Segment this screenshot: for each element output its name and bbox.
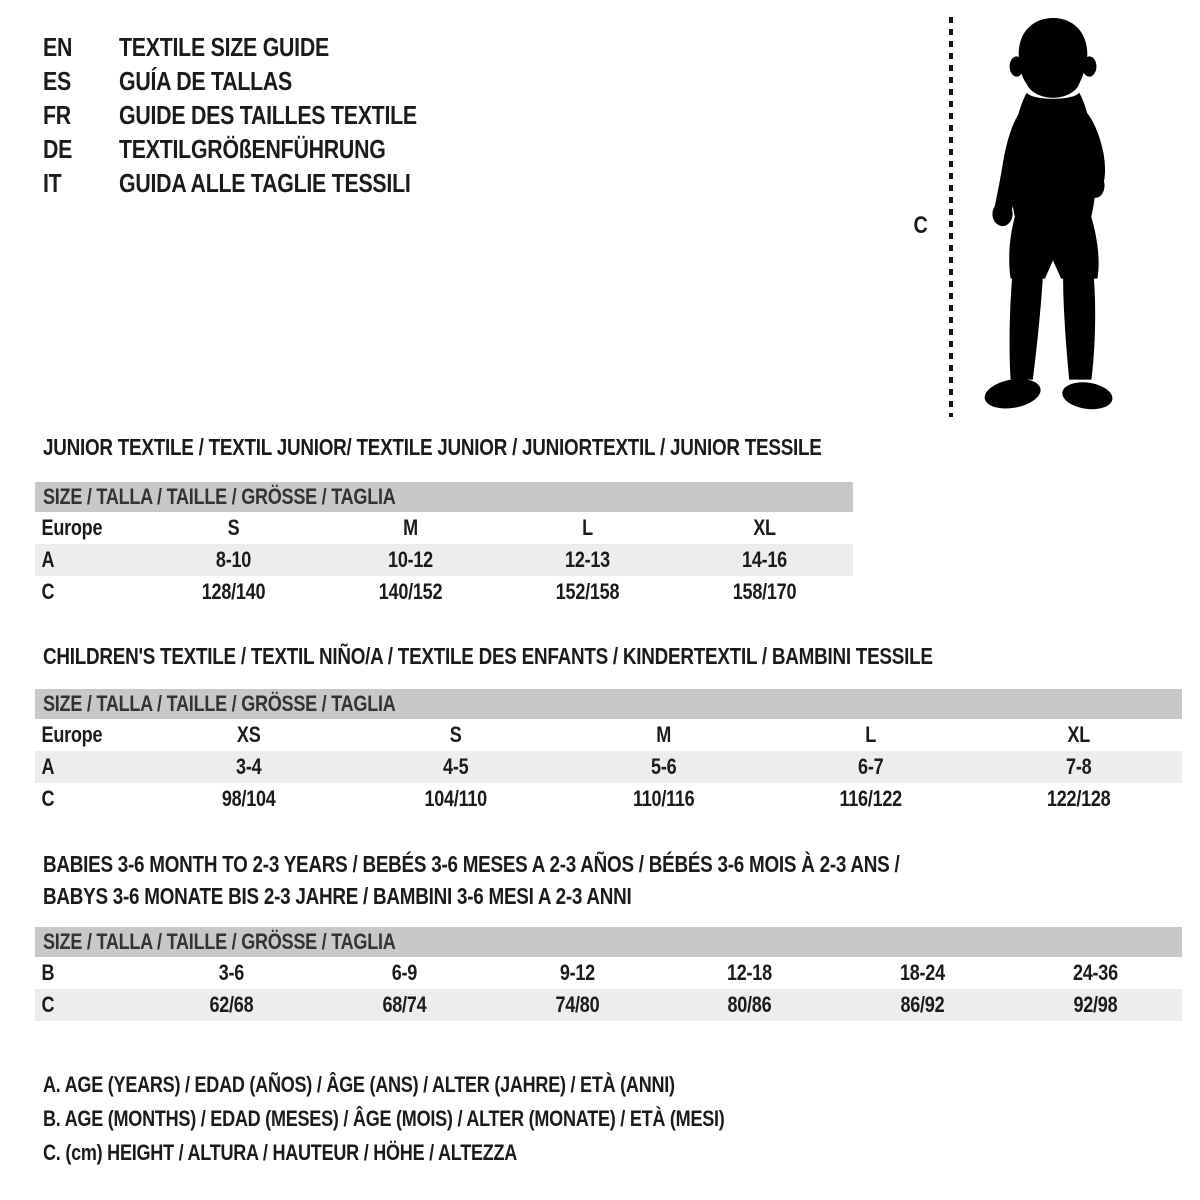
children-size-table <box>35 689 1182 815</box>
size-header-bar <box>35 927 1182 957</box>
language-title: TEXTILGRÖßENFÜHRUNG <box>119 133 386 164</box>
height-value: 116/122 <box>839 786 903 811</box>
babies-section-title-line2: BABYS 3-6 MONATE BIS 2-3 JAHRE / BAMBINI 3-6 MESI A 2-3 ANNI <box>43 883 632 909</box>
row-label-a: A <box>41 754 55 779</box>
height-value: 158/170 <box>732 579 797 604</box>
age-value: 14-16 <box>742 547 787 572</box>
months-value: 6-9 <box>391 960 417 985</box>
size-header-bar <box>35 482 853 512</box>
language-code: EN <box>43 31 73 62</box>
age-value: 8-10 <box>215 547 252 572</box>
height-value: 122/128 <box>1046 786 1111 811</box>
height-value: 80/86 <box>727 992 772 1017</box>
months-value: 24-36 <box>1073 960 1119 985</box>
age-value: 12-13 <box>565 547 610 572</box>
size-header-label: SIZE / TALLA / TAILLE / GRÖSSE / TAGLIA <box>43 484 396 509</box>
size-col-header: XS <box>236 722 261 747</box>
height-row <box>35 989 1182 1021</box>
babies-section-title-line1: BABIES 3-6 MONTH TO 2-3 YEARS / BEBÉS 3-6 MESES A 2-3 AÑOS / BÉBÉS 3-6 MOIS À 2-3 ANS / <box>43 851 900 877</box>
size-col-header: XL <box>1067 722 1090 747</box>
legend-age-months: B. AGE (MONTHS) / EDAD (MESES) / ÂGE (MOIS) / ALTER (MONATE) / ETÀ (MESI) <box>43 1106 725 1131</box>
height-value: 98/104 <box>221 786 276 811</box>
size-col-header: XL <box>753 515 776 540</box>
language-code: FR <box>43 99 71 130</box>
height-value: 92/98 <box>1073 992 1118 1017</box>
height-value: 86/92 <box>900 992 945 1017</box>
language-title-list <box>43 30 482 200</box>
region-header-row <box>35 719 1182 751</box>
size-col-header: M <box>656 722 671 747</box>
baby-silhouette-icon <box>966 14 1138 422</box>
months-row <box>35 957 1182 989</box>
language-row <box>43 64 482 98</box>
age-value: 3-4 <box>236 754 262 779</box>
age-value: 6-7 <box>858 754 884 779</box>
age-value: 4-5 <box>443 754 469 779</box>
junior-section-title: JUNIOR TEXTILE / TEXTIL JUNIOR/ TEXTILE JUNIOR / JUNIORTEXTIL / JUNIOR TESSILE <box>43 434 822 460</box>
language-code: IT <box>43 167 62 198</box>
height-value: 62/68 <box>209 992 254 1017</box>
language-row <box>43 98 482 132</box>
row-label-c: C <box>41 786 55 811</box>
region-header-row <box>35 512 853 544</box>
height-value: 152/158 <box>555 579 620 604</box>
language-row <box>43 132 482 166</box>
height-value: 74/80 <box>555 992 600 1017</box>
language-title: TEXTILE SIZE GUIDE <box>119 31 329 62</box>
language-code: DE <box>43 133 73 164</box>
row-label-c: C <box>41 992 55 1017</box>
size-header-label: SIZE / TALLA / TAILLE / GRÖSSE / TAGLIA <box>43 929 396 954</box>
language-title: GUIDA ALLE TAGLIE TESSILI <box>119 167 411 198</box>
language-row <box>43 166 482 200</box>
region-label: Europe <box>41 722 103 747</box>
height-value: 128/140 <box>201 579 266 604</box>
junior-size-table <box>35 482 853 608</box>
height-measure-line <box>949 17 953 417</box>
height-value: 110/116 <box>632 786 695 811</box>
size-col-header: M <box>403 515 418 540</box>
row-label-b: B <box>41 960 55 985</box>
size-col-header: S <box>227 515 240 540</box>
language-title: GUIDE DES TAILLES TEXTILE <box>119 99 417 130</box>
size-header-bar <box>35 689 1182 719</box>
height-value: 140/152 <box>378 579 443 604</box>
age-row <box>35 544 853 576</box>
row-label-c: C <box>41 579 55 604</box>
height-row <box>35 576 853 608</box>
size-col-header: S <box>450 722 463 747</box>
height-value: 104/110 <box>424 786 488 811</box>
age-row <box>35 751 1182 783</box>
age-value: 5-6 <box>650 754 677 779</box>
size-col-header: L <box>865 722 877 747</box>
age-value: 7-8 <box>1065 754 1091 779</box>
age-value: 10-12 <box>388 547 433 572</box>
months-value: 9-12 <box>559 960 595 985</box>
height-value: 68/74 <box>382 992 427 1017</box>
legend-height-cm: C. (cm) HEIGHT / ALTURA / HAUTEUR / HÖHE / ALTEZZA <box>43 1140 518 1165</box>
months-value: 18-24 <box>900 960 946 985</box>
language-code: ES <box>43 65 71 96</box>
row-label-a: A <box>41 547 55 572</box>
babies-size-table <box>35 927 1182 1021</box>
size-col-header: L <box>582 515 593 540</box>
region-label: Europe <box>41 515 103 540</box>
months-value: 3-6 <box>218 960 245 985</box>
measure-label-c: C <box>913 212 928 239</box>
language-title: GUÍA DE TALLAS <box>119 65 293 96</box>
children-section-title: CHILDREN'S TEXTILE / TEXTIL NIÑO/A / TEXTILE DES ENFANTS / KINDERTEXTIL / BAMBINI TESSILE <box>43 643 933 669</box>
language-row <box>43 30 482 64</box>
months-value: 12-18 <box>727 960 773 985</box>
height-row <box>35 783 1182 815</box>
legend-age-years: A. AGE (YEARS) / EDAD (AÑOS) / ÂGE (ANS) / ALTER (JAHRE) / ETÀ (ANNI) <box>43 1072 675 1097</box>
size-header-label: SIZE / TALLA / TAILLE / GRÖSSE / TAGLIA <box>43 691 396 716</box>
